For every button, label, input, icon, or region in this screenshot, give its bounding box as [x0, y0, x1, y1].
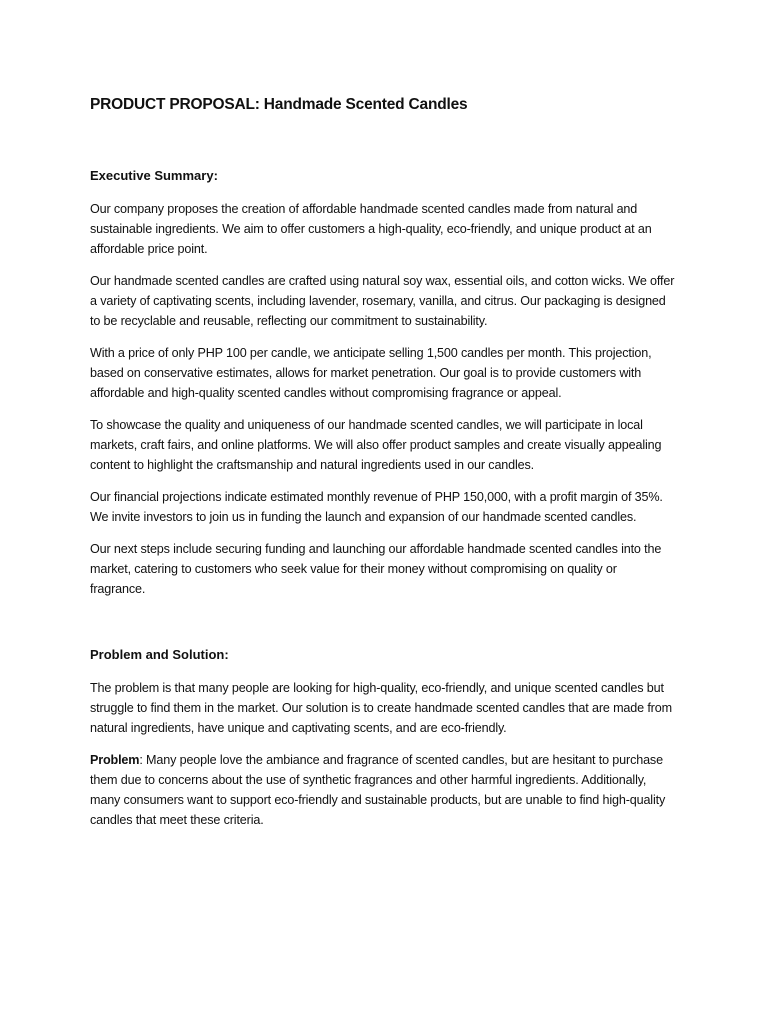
document-body: [90, 94, 675, 830]
executive-summary-paragraph: Our next steps include securing funding and launching our affordable handmade scented candles into the market, catering to customers who seek value for their money without compromising on quality or fragrance.: [90, 542, 662, 596]
executive-summary-paragraph: Our handmade scented candles are crafted using natural soy wax, essential oils, and cotton wicks. We offer a variety of captivating scents, including lavender, rosemary, vanilla, and citrus. Our packaging is designed to be recyclable and reusable, reflecting our commitment to sustainability.: [90, 274, 675, 328]
problem-text: : Many people love the ambiance and fragrance of scented candles, but are hesitant to purchase them due to concerns about the use of synthetic fragrances and other harmful ingredients. Additionally, many consumers want to support eco-friendly and sustainable products, but are unable to find high-quality candles that meet these criteria.: [90, 753, 666, 827]
executive-summary-paragraph: To showcase the quality and uniqueness of our handmade scented candles, we will participate in local markets, craft fairs, and online platforms. We will also offer product samples and create visually appealing content to highlight the craftsmanship and natural ingredients used in our candles.: [90, 418, 662, 472]
problem-label: Problem: [90, 753, 140, 767]
problem-paragraph: [90, 750, 675, 830]
executive-summary-paragraph: Our company proposes the creation of affordable handmade scented candles made from natural and sustainable ingredients. We aim to offer customers a high-quality, eco-friendly, and unique product at an affordable price point.: [90, 202, 652, 256]
problem-solution-heading: Problem and Solution:: [90, 647, 229, 662]
executive-summary-paragraph: Our financial projections indicate estimated monthly revenue of PHP 150,000, with a profit margin of 35%. We invite investors to join us in funding the launch and expansion of our handmade scented candles.: [90, 490, 663, 524]
executive-summary-heading: Executive Summary:: [90, 168, 218, 183]
problem-solution-intro: The problem is that many people are looking for high-quality, eco-friendly, and unique scented candles but struggle to find them in the market. Our solution is to create handmade scented candles that are made from natural ingredients, have unique and captivating scents, and are eco-friendly.: [90, 681, 672, 735]
executive-summary-paragraph: With a price of only PHP 100 per candle, we anticipate selling 1,500 candles per month. This projection, based on conservative estimates, allows for market penetration. Our goal is to provide customers with affordable and high-quality scented candles without compromising fragrance or appeal.: [90, 346, 652, 400]
document-title: PRODUCT PROPOSAL: Handmade Scented Candles: [90, 96, 468, 113]
